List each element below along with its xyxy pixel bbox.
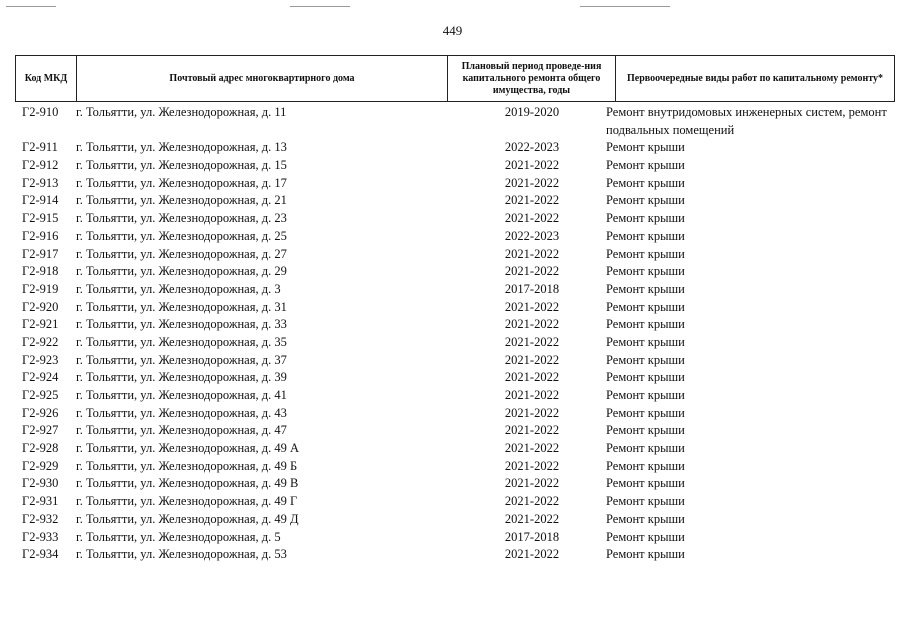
scan-artifact-left bbox=[6, 6, 56, 7]
cell-works: Ремонт крыши bbox=[606, 529, 685, 544]
cell-code: Г2-929 bbox=[22, 458, 59, 473]
cell-period: 2021-2022 bbox=[504, 511, 560, 526]
cell-code: Г2-912 bbox=[22, 158, 59, 173]
cell-period: 2021-2022 bbox=[504, 158, 560, 173]
scan-artifact-center bbox=[290, 6, 350, 7]
cell-code: Г2-913 bbox=[22, 175, 59, 190]
table-row bbox=[15, 299, 895, 317]
cell-works: Ремонт крыши bbox=[606, 158, 685, 173]
cell-works: Ремонт крыши bbox=[606, 441, 685, 456]
cell-works: Ремонт внутридомовых инженерных систем, ремонт подвальных помещений bbox=[606, 105, 887, 137]
cell-code: Г2-917 bbox=[22, 246, 59, 261]
cell-code: Г2-920 bbox=[22, 299, 59, 314]
cell-period: 2021-2022 bbox=[504, 352, 560, 367]
cell-code: Г2-934 bbox=[22, 547, 59, 562]
cell-address: г. Тольятти, ул. Железнодорожная, д. 49 А bbox=[76, 441, 299, 456]
table-row bbox=[15, 493, 895, 511]
cell-address: г. Тольятти, ул. Железнодорожная, д. 25 bbox=[76, 228, 287, 243]
header-code: Код МКД bbox=[15, 56, 77, 101]
table-header bbox=[15, 55, 895, 102]
table-row bbox=[15, 246, 895, 264]
cell-code: Г2-914 bbox=[22, 193, 59, 208]
cell-code: Г2-930 bbox=[22, 476, 59, 491]
cell-address: г. Тольятти, ул. Железнодорожная, д. 17 bbox=[76, 175, 287, 190]
cell-period: 2021-2022 bbox=[504, 388, 560, 403]
cell-period: 2021-2022 bbox=[504, 246, 560, 261]
cell-period: 2017-2018 bbox=[504, 529, 560, 544]
cell-code: Г2-924 bbox=[22, 370, 59, 385]
cell-works: Ремонт крыши bbox=[606, 175, 685, 190]
cell-address: г. Тольятти, ул. Железнодорожная, д. 33 bbox=[76, 317, 287, 332]
cell-period: 2021-2022 bbox=[504, 193, 560, 208]
cell-works: Ремонт крыши bbox=[606, 352, 685, 367]
cell-works: Ремонт крыши bbox=[606, 140, 685, 155]
cell-address: г. Тольятти, ул. Железнодорожная, д. 49 Д bbox=[76, 511, 299, 526]
cell-period: 2021-2022 bbox=[504, 175, 560, 190]
cell-address: г. Тольятти, ул. Железнодорожная, д. 39 bbox=[76, 370, 287, 385]
cell-works: Ремонт крыши bbox=[606, 246, 685, 261]
cell-code: Г2-932 bbox=[22, 511, 59, 526]
cell-works: Ремонт крыши bbox=[606, 317, 685, 332]
cell-works: Ремонт крыши bbox=[606, 211, 685, 226]
cell-address: г. Тольятти, ул. Железнодорожная, д. 37 bbox=[76, 352, 287, 367]
table-row bbox=[15, 192, 895, 210]
cell-address: г. Тольятти, ул. Железнодорожная, д. 53 bbox=[76, 547, 287, 562]
cell-address: г. Тольятти, ул. Железнодорожная, д. 3 bbox=[76, 281, 281, 296]
cell-works: Ремонт крыши bbox=[606, 370, 685, 385]
table-row bbox=[15, 334, 895, 352]
cell-period: 2021-2022 bbox=[504, 405, 560, 420]
table-row bbox=[15, 210, 895, 228]
table-row bbox=[15, 405, 895, 423]
cell-period: 2021-2022 bbox=[504, 334, 560, 349]
page-number: 449 bbox=[442, 23, 463, 38]
cell-period: 2021-2022 bbox=[504, 494, 560, 509]
cell-works: Ремонт крыши bbox=[606, 334, 685, 349]
cell-works: Ремонт крыши bbox=[606, 281, 685, 296]
cell-address: г. Тольятти, ул. Железнодорожная, д. 11 bbox=[76, 105, 287, 119]
cell-code: Г2-911 bbox=[22, 140, 58, 155]
table-row bbox=[15, 369, 895, 387]
table-row bbox=[15, 458, 895, 476]
cell-works: Ремонт крыши bbox=[606, 511, 685, 526]
cell-code: Г2-910 bbox=[22, 105, 59, 119]
cell-code: Г2-926 bbox=[22, 405, 59, 420]
cell-period: 2019-2020 bbox=[504, 105, 560, 119]
cell-code: Г2-921 bbox=[22, 317, 59, 332]
cell-works: Ремонт крыши bbox=[606, 228, 685, 243]
cell-period: 2021-2022 bbox=[504, 441, 560, 456]
cell-address: г. Тольятти, ул. Железнодорожная, д. 49 В bbox=[76, 476, 299, 491]
cell-period: 2021-2022 bbox=[504, 264, 560, 279]
cell-works: Ремонт крыши bbox=[606, 494, 685, 509]
table-row bbox=[15, 228, 895, 246]
table-row bbox=[15, 263, 895, 281]
cell-period: 2021-2022 bbox=[504, 458, 560, 473]
cell-code: Г2-919 bbox=[22, 281, 59, 296]
cell-works: Ремонт крыши bbox=[606, 547, 685, 562]
cell-code: Г2-928 bbox=[22, 441, 59, 456]
table-body bbox=[15, 104, 895, 564]
header-works: Первоочередные виды работ по капитальному ремонту* bbox=[616, 56, 895, 101]
cell-period: 2022-2023 bbox=[504, 228, 560, 243]
cell-address: г. Тольятти, ул. Железнодорожная, д. 31 bbox=[76, 299, 287, 314]
cell-code: Г2-931 bbox=[22, 494, 59, 509]
cell-works: Ремонт крыши bbox=[606, 193, 685, 208]
cell-works: Ремонт крыши bbox=[606, 388, 685, 403]
cell-address: г. Тольятти, ул. Железнодорожная, д. 29 bbox=[76, 264, 287, 279]
table-row bbox=[15, 422, 895, 440]
cell-period: 2021-2022 bbox=[504, 423, 560, 438]
cell-code: Г2-925 bbox=[22, 388, 59, 403]
cell-period: 2021-2022 bbox=[504, 370, 560, 385]
cell-works: Ремонт крыши bbox=[606, 299, 685, 314]
cell-address: г. Тольятти, ул. Железнодорожная, д. 27 bbox=[76, 246, 287, 261]
header-period: Плановый период проведе-ния капитального ремонта общего имущества, годы bbox=[448, 56, 616, 101]
table-row bbox=[15, 475, 895, 493]
cell-address: г. Тольятти, ул. Железнодорожная, д. 43 bbox=[76, 405, 287, 420]
cell-address: г. Тольятти, ул. Железнодорожная, д. 23 bbox=[76, 211, 287, 226]
cell-address: г. Тольятти, ул. Железнодорожная, д. 5 bbox=[76, 529, 281, 544]
table-row bbox=[15, 139, 895, 157]
table-row bbox=[15, 546, 895, 564]
cell-code: Г2-922 bbox=[22, 334, 59, 349]
cell-address: г. Тольятти, ул. Железнодорожная, д. 21 bbox=[76, 193, 287, 208]
cell-works: Ремонт крыши bbox=[606, 405, 685, 420]
cell-address: г. Тольятти, ул. Железнодорожная, д. 49 Г bbox=[76, 494, 298, 509]
header-address: Почтовый адрес многоквартирного дома bbox=[77, 56, 448, 101]
cell-works: Ремонт крыши bbox=[606, 423, 685, 438]
cell-works: Ремонт крыши bbox=[606, 458, 685, 473]
cell-address: г. Тольятти, ул. Железнодорожная, д. 41 bbox=[76, 388, 287, 403]
cell-address: г. Тольятти, ул. Железнодорожная, д. 13 bbox=[76, 140, 287, 155]
cell-code: Г2-933 bbox=[22, 529, 59, 544]
table-row bbox=[15, 157, 895, 175]
table-row bbox=[15, 440, 895, 458]
table-row bbox=[15, 281, 895, 299]
cell-period: 2021-2022 bbox=[504, 211, 560, 226]
cell-code: Г2-927 bbox=[22, 423, 59, 438]
cell-period: 2021-2022 bbox=[504, 299, 560, 314]
cell-address: г. Тольятти, ул. Железнодорожная, д. 47 bbox=[76, 423, 287, 438]
cell-period: 2017-2018 bbox=[504, 281, 560, 296]
table-row bbox=[15, 316, 895, 334]
table-row bbox=[15, 511, 895, 529]
cell-address: г. Тольятти, ул. Железнодорожная, д. 49 Б bbox=[76, 458, 298, 473]
table-row bbox=[15, 387, 895, 405]
cell-period: 2021-2022 bbox=[504, 317, 560, 332]
table-row bbox=[15, 529, 895, 547]
cell-works: Ремонт крыши bbox=[606, 476, 685, 491]
table-row bbox=[15, 175, 895, 193]
cell-address: г. Тольятти, ул. Железнодорожная, д. 15 bbox=[76, 158, 287, 173]
cell-works: Ремонт крыши bbox=[606, 264, 685, 279]
scan-artifact-right bbox=[580, 6, 670, 7]
cell-period: 2021-2022 bbox=[504, 547, 560, 562]
cell-period: 2022-2023 bbox=[504, 140, 560, 155]
table-row bbox=[15, 104, 895, 139]
table-row bbox=[15, 352, 895, 370]
cell-code: Г2-918 bbox=[22, 264, 59, 279]
cell-address: г. Тольятти, ул. Железнодорожная, д. 35 bbox=[76, 334, 287, 349]
cell-code: Г2-916 bbox=[22, 228, 59, 243]
cell-code: Г2-915 bbox=[22, 211, 59, 226]
cell-code: Г2-923 bbox=[22, 352, 59, 367]
cell-period: 2021-2022 bbox=[504, 476, 560, 491]
